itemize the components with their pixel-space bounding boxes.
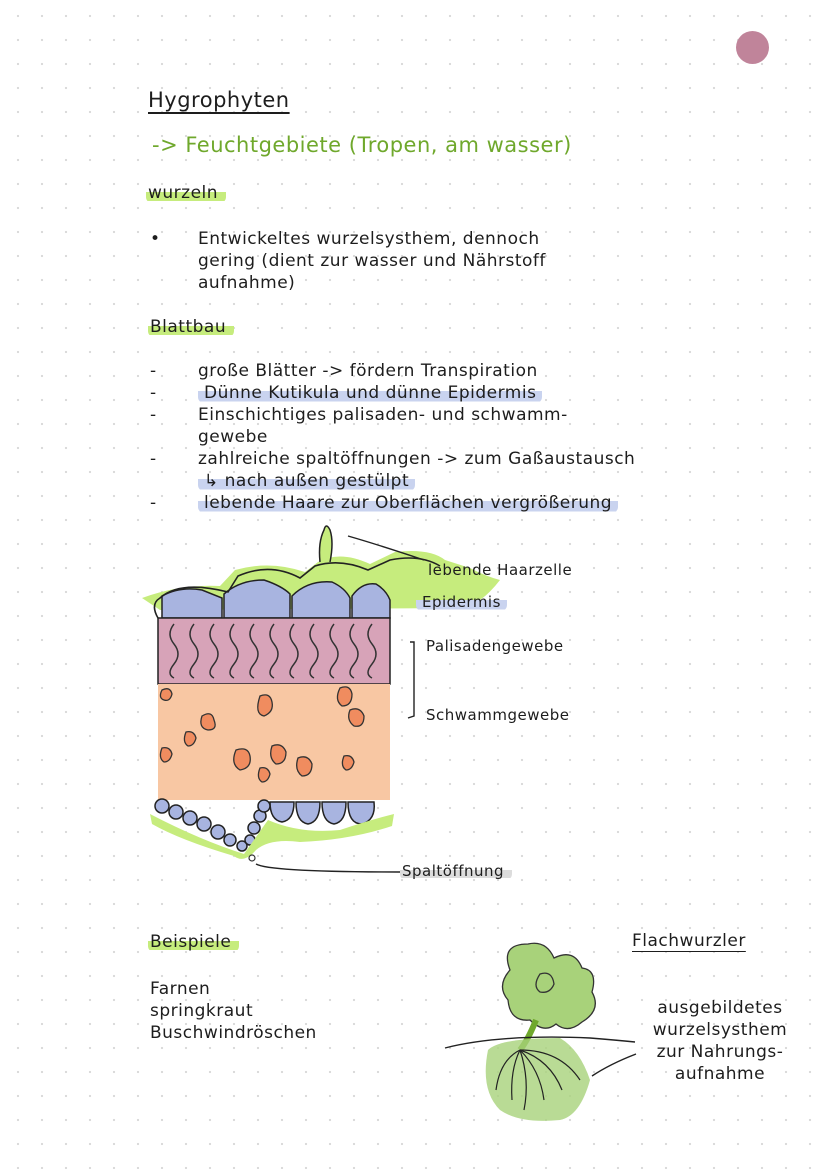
plant-desc-line: aufnahme xyxy=(674,1064,766,1084)
blattbau-item xyxy=(150,492,790,514)
blattbau-heading-text: Blattbau xyxy=(148,317,234,337)
blattbau-item xyxy=(150,360,790,382)
palisade-layer xyxy=(158,618,390,684)
dash: - xyxy=(150,449,157,469)
plant-description xyxy=(630,997,810,1085)
section-heading-blattbau xyxy=(148,317,234,337)
label-epidermis xyxy=(416,593,507,611)
example-item: Buschwindröschen xyxy=(150,1023,317,1043)
plant-heading: Flachwurzler xyxy=(632,931,746,951)
stoma-pore xyxy=(249,855,255,861)
blattbau-line: gewebe xyxy=(198,427,268,447)
label-spalt-text: Spaltöffnung xyxy=(400,862,512,880)
wurzeln-bullet: • xyxy=(150,229,161,249)
label-schwamm: Schwammgewebe xyxy=(426,706,570,724)
plant-leaves xyxy=(502,943,595,1028)
page-title: Hygrophyten xyxy=(148,88,290,112)
dash: - xyxy=(150,493,157,513)
blattbau-line: lebende Haare zur Oberflächen vergrößerung xyxy=(198,493,618,513)
label-epidermis-text: Epidermis xyxy=(416,593,507,611)
blattbau-line: große Blätter -> fördern Transpiration xyxy=(198,361,538,381)
wurzeln-line: gering (dient zur wasser und Nährstoff xyxy=(198,251,546,271)
wurzeln-line: aufnahme) xyxy=(198,273,296,293)
blattbau-line: Dünne Kutikula und dünne Epidermis xyxy=(198,383,542,403)
wurzeln-text xyxy=(198,228,758,294)
label-spalt xyxy=(400,862,512,880)
beispiele-heading-text: Beispiele xyxy=(148,932,239,952)
wurzeln-heading-text: wurzeln xyxy=(146,183,226,203)
dash: - xyxy=(150,405,157,425)
section-heading-wurzeln xyxy=(146,183,226,203)
blattbau-line: ↳ nach außen gestülpt xyxy=(198,471,415,491)
blattbau-line: Einschichtiges palisaden- und schwamm- xyxy=(198,405,568,425)
plant-desc-line: wurzelsysthem xyxy=(652,1020,788,1040)
blattbau-item xyxy=(150,448,790,492)
page-subtitle: -> Feuchtgebiete (Tropen, am wasser) xyxy=(152,133,572,157)
section-heading-beispiele xyxy=(148,932,239,952)
example-item: Farnen xyxy=(150,979,211,999)
root-mass xyxy=(486,1038,590,1121)
plant-desc-line: ausgebildetes xyxy=(657,998,783,1018)
stoma-pointer-line xyxy=(256,864,400,872)
dash: - xyxy=(150,361,157,381)
plant-pointer-line xyxy=(590,1050,640,1080)
hair-cell xyxy=(320,526,333,562)
example-item: springkraut xyxy=(150,1001,254,1021)
label-palisaden: Palisadengewebe xyxy=(426,637,564,655)
blattbau-item xyxy=(150,404,790,448)
plant-desc-line: zur Nahrungs- xyxy=(656,1042,784,1062)
dash: - xyxy=(150,383,157,403)
plant-drawing xyxy=(440,930,640,1130)
examples-list xyxy=(150,978,317,1044)
wurzeln-line: Entwickeltes wurzelsysthem, dennoch xyxy=(198,229,540,249)
blattbau-list xyxy=(150,360,790,514)
decorative-circle xyxy=(736,31,769,64)
blattbau-item xyxy=(150,382,790,404)
mesophyll-bracket xyxy=(408,642,414,718)
blattbau-line: zahlreiche spaltöffnungen -> zum Gaßaustausch xyxy=(198,449,636,469)
label-haarzelle: lebende Haarzelle xyxy=(428,561,573,579)
